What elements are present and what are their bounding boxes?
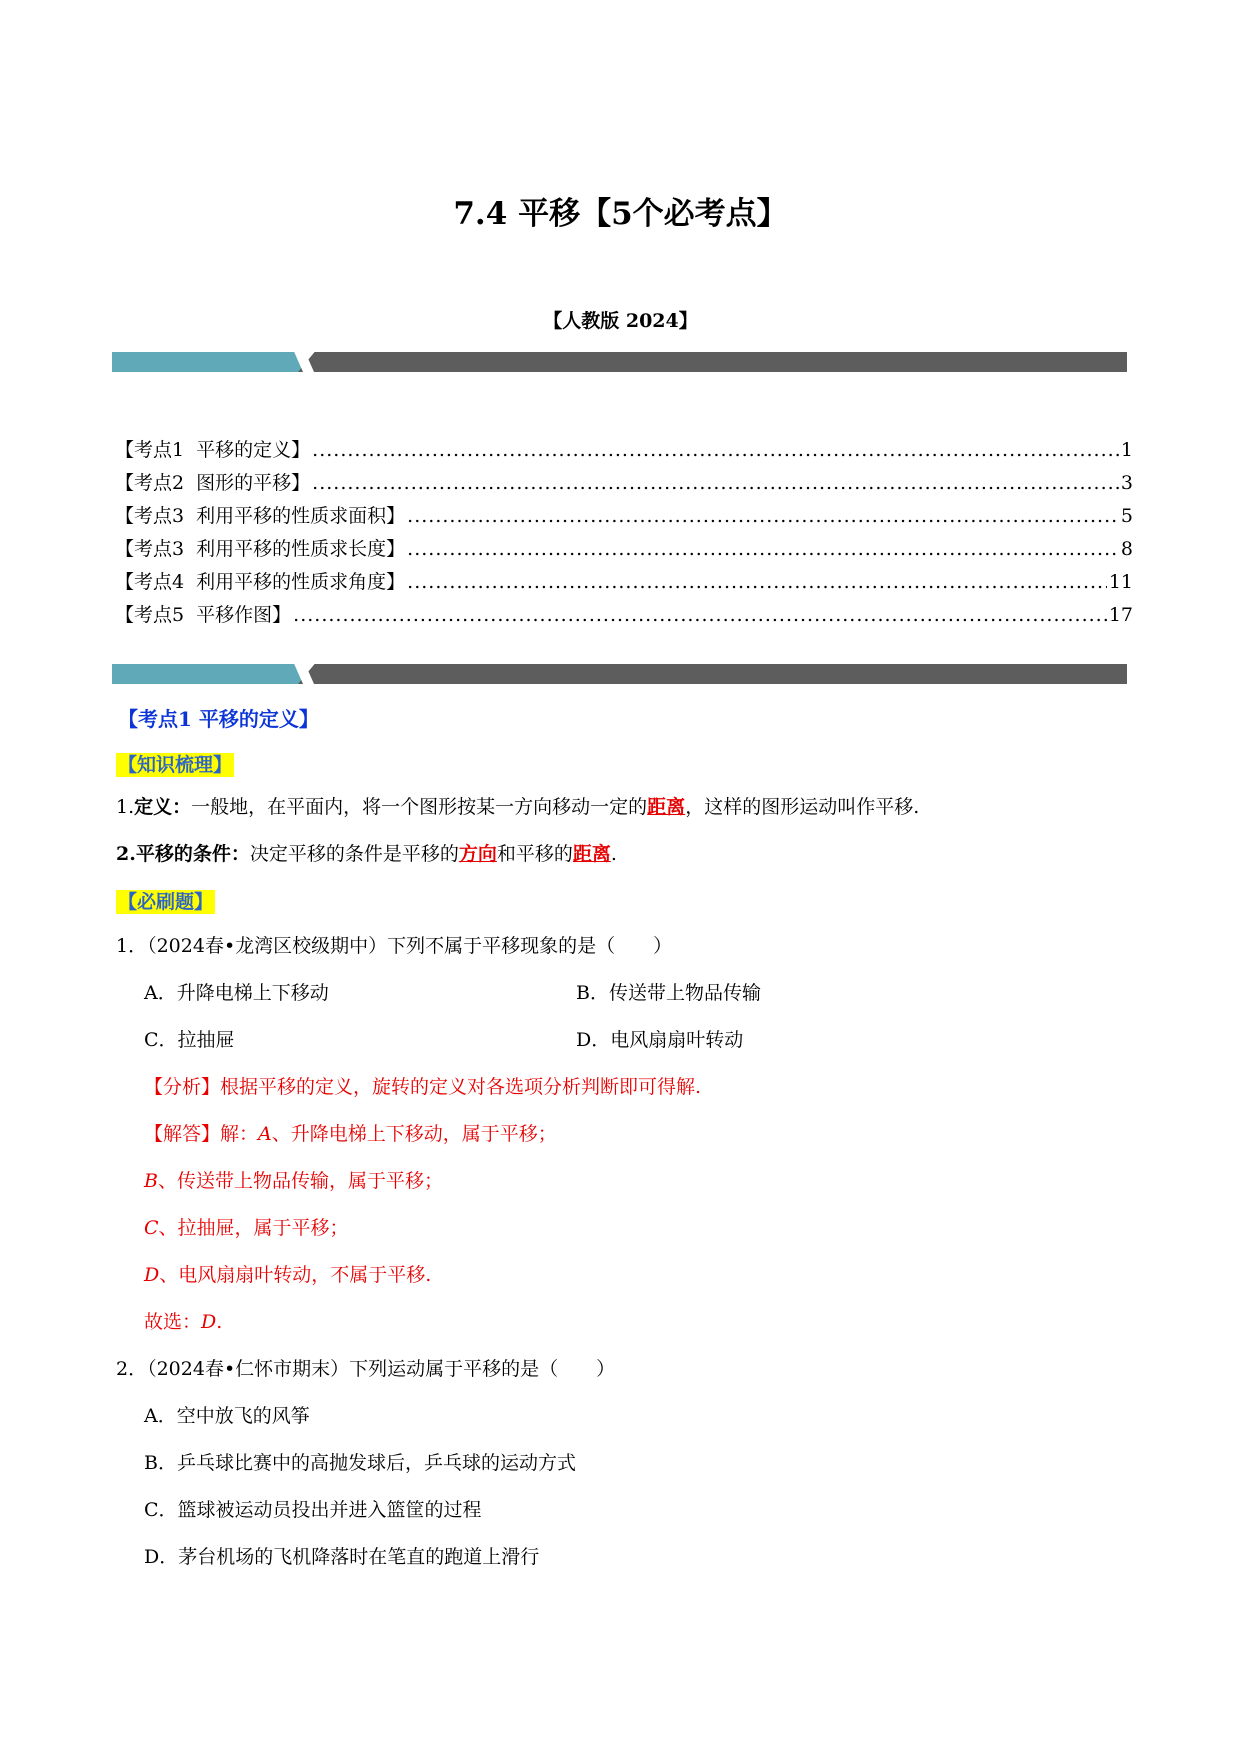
page-title: 7.4 平移【5个必考点】 (453, 196, 788, 232)
option-b: B．乒乓球比赛中的高抛发球后，乒乓球的运动方式 (144, 1452, 576, 1474)
option-b: B．传送带上物品传输 (576, 982, 761, 1004)
analysis-text: 【分析】根据平移的定义，旋转的定义对各选项分析判断即可得解. (144, 1076, 702, 1098)
answer-line: 【解答】解：A、升降电梯上下移动，属于平移； (144, 1123, 557, 1145)
question-stem: 1．（2024春•龙湾区校级期中）下列不属于平移现象的是（ ） (116, 935, 673, 957)
answer-line: D、电风扇扇叶转动，不属于平移. (144, 1264, 432, 1286)
decorative-band-top (112, 352, 1127, 372)
edition-subtitle: 【人教版 2024】 (543, 310, 698, 332)
option-c: C．拉抽屉 (144, 1029, 235, 1051)
option-a: A．空中放飞的风筝 (144, 1405, 310, 1427)
question-stem: 2．（2024春•仁怀市期末）下列运动属于平移的是（ ） (116, 1358, 616, 1380)
decorative-band-bottom (112, 664, 1127, 684)
answer-line: B、传送带上物品传输，属于平移； (144, 1170, 443, 1192)
option-a: A．升降电梯上下移动 (144, 982, 329, 1004)
toc-item[interactable]: 【考点4 利用平移的性质求角度】 ..... 11 (115, 567, 1133, 593)
toc-item[interactable]: 【考点3 利用平移的性质求面积】 ..... 5 (115, 501, 1133, 527)
condition-line: 2.平移的条件：决定平移的条件是平移的方向和平移的距离. (116, 843, 617, 865)
knowledge-tag: 【知识梳理】 (118, 754, 233, 776)
practice-tag: 【必刷题】 (118, 891, 214, 913)
answer-line: C、拉抽屉，属于平移； (144, 1217, 349, 1239)
toc-item[interactable]: 【考点2 图形的平移】 ..... 3 (115, 468, 1133, 494)
toc-item[interactable]: 【考点5 平移作图】 ..... 17 (115, 600, 1133, 626)
definition-line: 1.定义：一般地，在平面内，将一个图形按某一方向移动一定的距离，这样的图形运动叫作平移. (116, 796, 920, 818)
toc-item[interactable]: 【考点1 平移的定义】 ..... 1 (115, 435, 1133, 461)
option-c: C．篮球被运动员投出并进入篮筐的过程 (144, 1499, 482, 1521)
toc-item[interactable]: 【考点3 利用平移的性质求长度】 ..... 8 (115, 534, 1133, 560)
option-d: D．电风扇扇叶转动 (576, 1029, 744, 1051)
option-d: D．茅台机场的飞机降落时在笔直的跑道上滑行 (144, 1546, 540, 1568)
final-answer: 故选：D. (144, 1311, 223, 1333)
section-heading: 【考点1 平移的定义】 (118, 707, 319, 731)
